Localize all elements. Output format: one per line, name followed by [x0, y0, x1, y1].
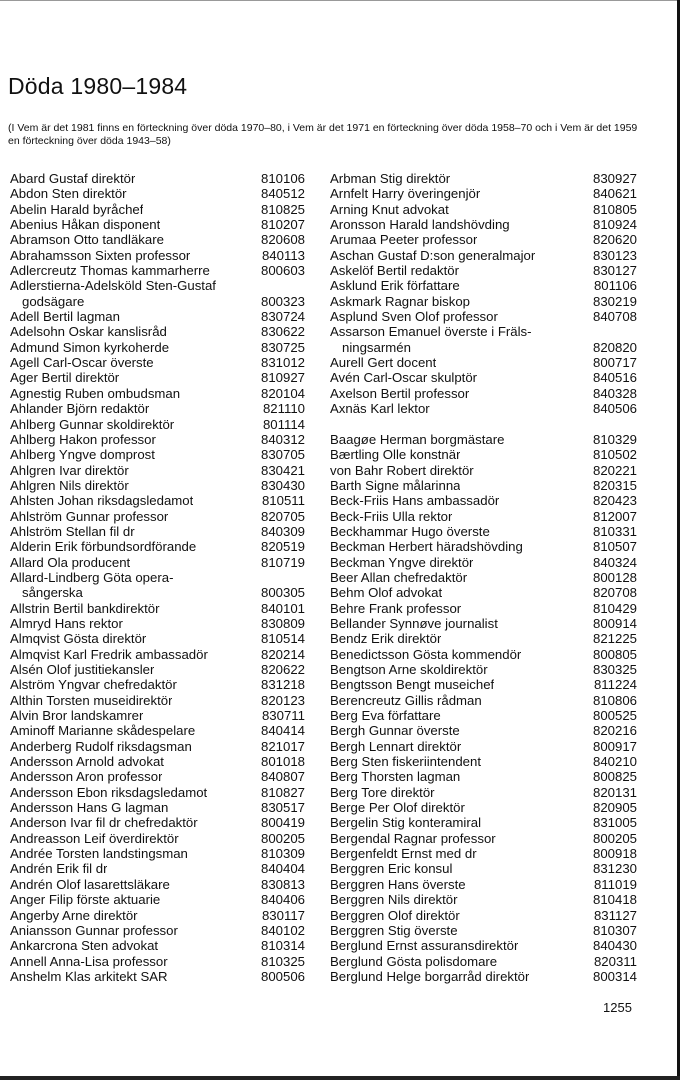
list-item: Ahlström Gunnar professor 820705: [10, 508, 305, 524]
list-item: Adlerstierna-Adelsköld Sten-Gustaf godsägare 800323: [10, 278, 305, 309]
list-item: Abramson Otto tandläkare 820608: [10, 232, 305, 248]
list-item: Ahlsten Johan riksdagsledamot 810511: [10, 493, 305, 509]
list-item: Assarson Emanuel överste i Fräls- ningsarmén 820820: [330, 324, 637, 355]
list-item: Berg Thorsten lagman 800825: [330, 769, 637, 785]
list-item: Berggren Eric konsul 831230: [330, 861, 637, 877]
list-item: Beck-Friis Ulla rektor 812007: [330, 508, 637, 524]
list-item: Asplund Sven Olof professor 840708: [330, 309, 637, 325]
list-item: Alström Yngvar chefredaktör 831218: [10, 677, 305, 693]
list-item: Beer Allan chefredaktör 800128: [330, 569, 637, 585]
page-number: 1255: [603, 1000, 632, 1015]
list-item: Ankarcrona Sten advokat 810314: [10, 938, 305, 954]
list-item: Allstrin Bertil bankdirektör 840101: [10, 600, 305, 616]
list-item: Berggren Olof direktör 831127: [330, 907, 637, 923]
list-item: Adelsohn Oskar kanslisråd 830622: [10, 324, 305, 340]
list-item: Ahlander Björn redaktör 821110: [10, 401, 305, 417]
list-item: Berggren Stig överste 810307: [330, 922, 637, 938]
list-item: Axnäs Karl lektor 840506: [330, 401, 637, 417]
list-item: Bengtson Arne skoldirektör 830325: [330, 662, 637, 677]
list-item: Agnestig Ruben ombudsman 820104: [10, 385, 305, 401]
list-item: Andreasson Leif överdirektör 800205: [10, 830, 305, 846]
list-item: Berggren Hans överste 811019: [330, 876, 637, 892]
list-item: Ahlgren Ivar direktör 830421: [10, 462, 305, 478]
list-item: Asklund Erik författare 801106: [330, 278, 637, 294]
list-item: Annell Anna-Lisa professor 810325: [10, 953, 305, 969]
list-item: Berg Eva författare 800525: [330, 708, 637, 724]
list-item: Ahlström Stellan fil dr 840309: [10, 523, 305, 539]
list-item: Arning Knut advokat 810805: [330, 201, 637, 217]
list-item: Ahlberg Hakon professor 840312: [10, 431, 305, 447]
list-item: Berglund Helge borgarråd direktör 800314: [330, 968, 637, 984]
list-item: Abdon Sten direktör 840512: [10, 186, 305, 202]
list-item: Berg Tore direktör 820131: [330, 784, 637, 800]
list-item: Berge Per Olof direktör 820905: [330, 800, 637, 816]
page-bottom-edge: [0, 1076, 680, 1080]
list-item: Baagøe Herman borgmästare 810329: [330, 431, 637, 447]
list-item: Almqvist Karl Fredrik ambassadör 820214: [10, 646, 305, 662]
list-item: Anger Filip förste aktuarie 840406: [10, 892, 305, 908]
list-item: Andersson Aron professor 840807: [10, 769, 305, 785]
list-item: Aminoff Marianne skådespelare 840414: [10, 723, 305, 739]
list-item: Askmark Ragnar biskop 830219: [330, 293, 637, 309]
list-item: Bergenfeldt Ernst med dr 800918: [330, 846, 637, 862]
list-item: Bergelin Stig konteramiral 831005: [330, 815, 637, 831]
list-item: Agell Carl-Oscar överste 831012: [10, 355, 305, 371]
list-item: Behre Frank professor 810429: [330, 600, 637, 616]
list-item: Bergendal Ragnar professor 800205: [330, 830, 637, 846]
list-item: Beckman Yngve direktör 840324: [330, 554, 637, 570]
page-title: Döda 1980–1984: [8, 73, 188, 99]
list-item: Adell Bertil lagman 830724: [10, 309, 305, 325]
list-item: Bengtsson Bengt museichef 811224: [330, 677, 637, 693]
list-item: Bergh Gunnar överste 820216: [330, 723, 637, 739]
list-item: Berg Sten fiskeriintendent 840210: [330, 754, 637, 770]
list-item: Bellander Synnøve journalist 800914: [330, 615, 637, 631]
list-item: Andersson Hans G lagman 830517: [10, 800, 305, 816]
list-item: Beck-Friis Hans ambassadör 820423: [330, 493, 637, 509]
list-item: Abard Gustaf direktör 810106: [10, 171, 305, 186]
list-item: Anderberg Rudolf riksdagsman 821017: [10, 738, 305, 754]
list-item: Berggren Nils direktör 810418: [330, 892, 637, 908]
list-item: Almqvist Gösta direktör 810514: [10, 631, 305, 647]
list-item: Andrée Torsten landstingsman 810309: [10, 846, 305, 862]
section-gap: [330, 417, 637, 432]
list-item: Axelson Bertil professor 840328: [330, 385, 637, 401]
list-item: Behm Olof advokat 820708: [330, 585, 637, 601]
list-item: Bærtling Olle konstnär 810502: [330, 447, 637, 463]
list-item: Aschan Gustaf D:son generalmajor 830123: [330, 247, 637, 263]
list-item: Avén Carl-Oscar skulptör 840516: [330, 370, 637, 386]
list-item: Alvin Bror landskamrer 830711: [10, 708, 305, 724]
list-item: Arnfelt Harry överingenjör 840621: [330, 186, 637, 202]
list-item: Allard Ola producent 810719: [10, 554, 305, 570]
list-item: Arumaa Peeter professor 820620: [330, 232, 637, 248]
list-item: Abelin Harald byråchef 810825: [10, 201, 305, 217]
list-item: von Bahr Robert direktör 820221: [330, 462, 637, 478]
list-item: Beckman Herbert häradshövding 810507: [330, 539, 637, 555]
list-item: Bendz Erik direktör 821225: [330, 631, 637, 647]
list-item: Almryd Hans rektor 830809: [10, 615, 305, 631]
list-item: Ager Bertil direktör 810927: [10, 370, 305, 386]
list-item: Aurell Gert docent 800717: [330, 355, 637, 371]
list-item: Arbman Stig direktör 830927: [330, 171, 637, 186]
list-item: Andrén Olof lasarettsläkare 830813: [10, 876, 305, 892]
list-item: Allard-Lindberg Göta opera- sångerska 800305: [10, 569, 305, 601]
list-item: Anshelm Klas arkitekt SAR 800506: [10, 968, 305, 984]
list-item: Admund Simon kyrkoherde 830725: [10, 339, 305, 355]
list-item: Ahlberg Yngve domprost 830705: [10, 447, 305, 463]
list-item: Berglund Ernst assuransdirektör 840430: [330, 938, 637, 954]
list-item: Berglund Gösta polisdomare 820311: [330, 953, 637, 969]
top-rule: [0, 0, 680, 1]
list-item: Beckhammar Hugo överste 810331: [330, 523, 637, 539]
list-item: Bergh Lennart direktör 800917: [330, 738, 637, 754]
list-item: Alderin Erik förbundsordförande 820519: [10, 539, 305, 555]
list-item: Angerby Arne direktör 830117: [10, 907, 305, 923]
list-item: Althin Torsten museidirektör 820123: [10, 692, 305, 708]
list-item: Andersson Arnold advokat 801018: [10, 754, 305, 770]
list-item: Adlercreutz Thomas kammarherre 800603: [10, 263, 305, 279]
list-item: Aronsson Harald landshövding 810924: [330, 217, 637, 233]
list-item: Benedictsson Gösta kommendör 800805: [330, 646, 637, 662]
right-column: [330, 171, 637, 984]
list-item: Andrén Erik fil dr 840404: [10, 861, 305, 877]
list-item: Ahlberg Gunnar skoldirektör 801114: [10, 416, 305, 432]
list-item: Barth Signe målarinna 820315: [330, 477, 637, 493]
list-item: Berencreutz Gillis rådman 810806: [330, 692, 637, 708]
list-item: Andersson Ebon riksdagsledamot 810827: [10, 784, 305, 800]
list-item: Abrahamsson Sixten professor 840113: [10, 247, 305, 263]
left-column: [10, 171, 305, 984]
list-item: Alsén Olof justitiekansler 820622: [10, 662, 305, 677]
list-item: Aniansson Gunnar professor 840102: [10, 922, 305, 938]
list-item: Anderson Ivar fil dr chefredaktör 800419: [10, 815, 305, 831]
list-item: Askelöf Bertil redaktör 830127: [330, 263, 637, 279]
intro-note: (I Vem är det 1981 finns en förteckning över döda 1970–80, i Vem är det 1971 en förteckning över döda 1958–70 och i Vem är det 1959 en förteckning över döda 1943–58): [8, 122, 638, 147]
list-item: Abenius Håkan disponent 810207: [10, 217, 305, 233]
list-item: Ahlgren Nils direktör 830430: [10, 477, 305, 493]
